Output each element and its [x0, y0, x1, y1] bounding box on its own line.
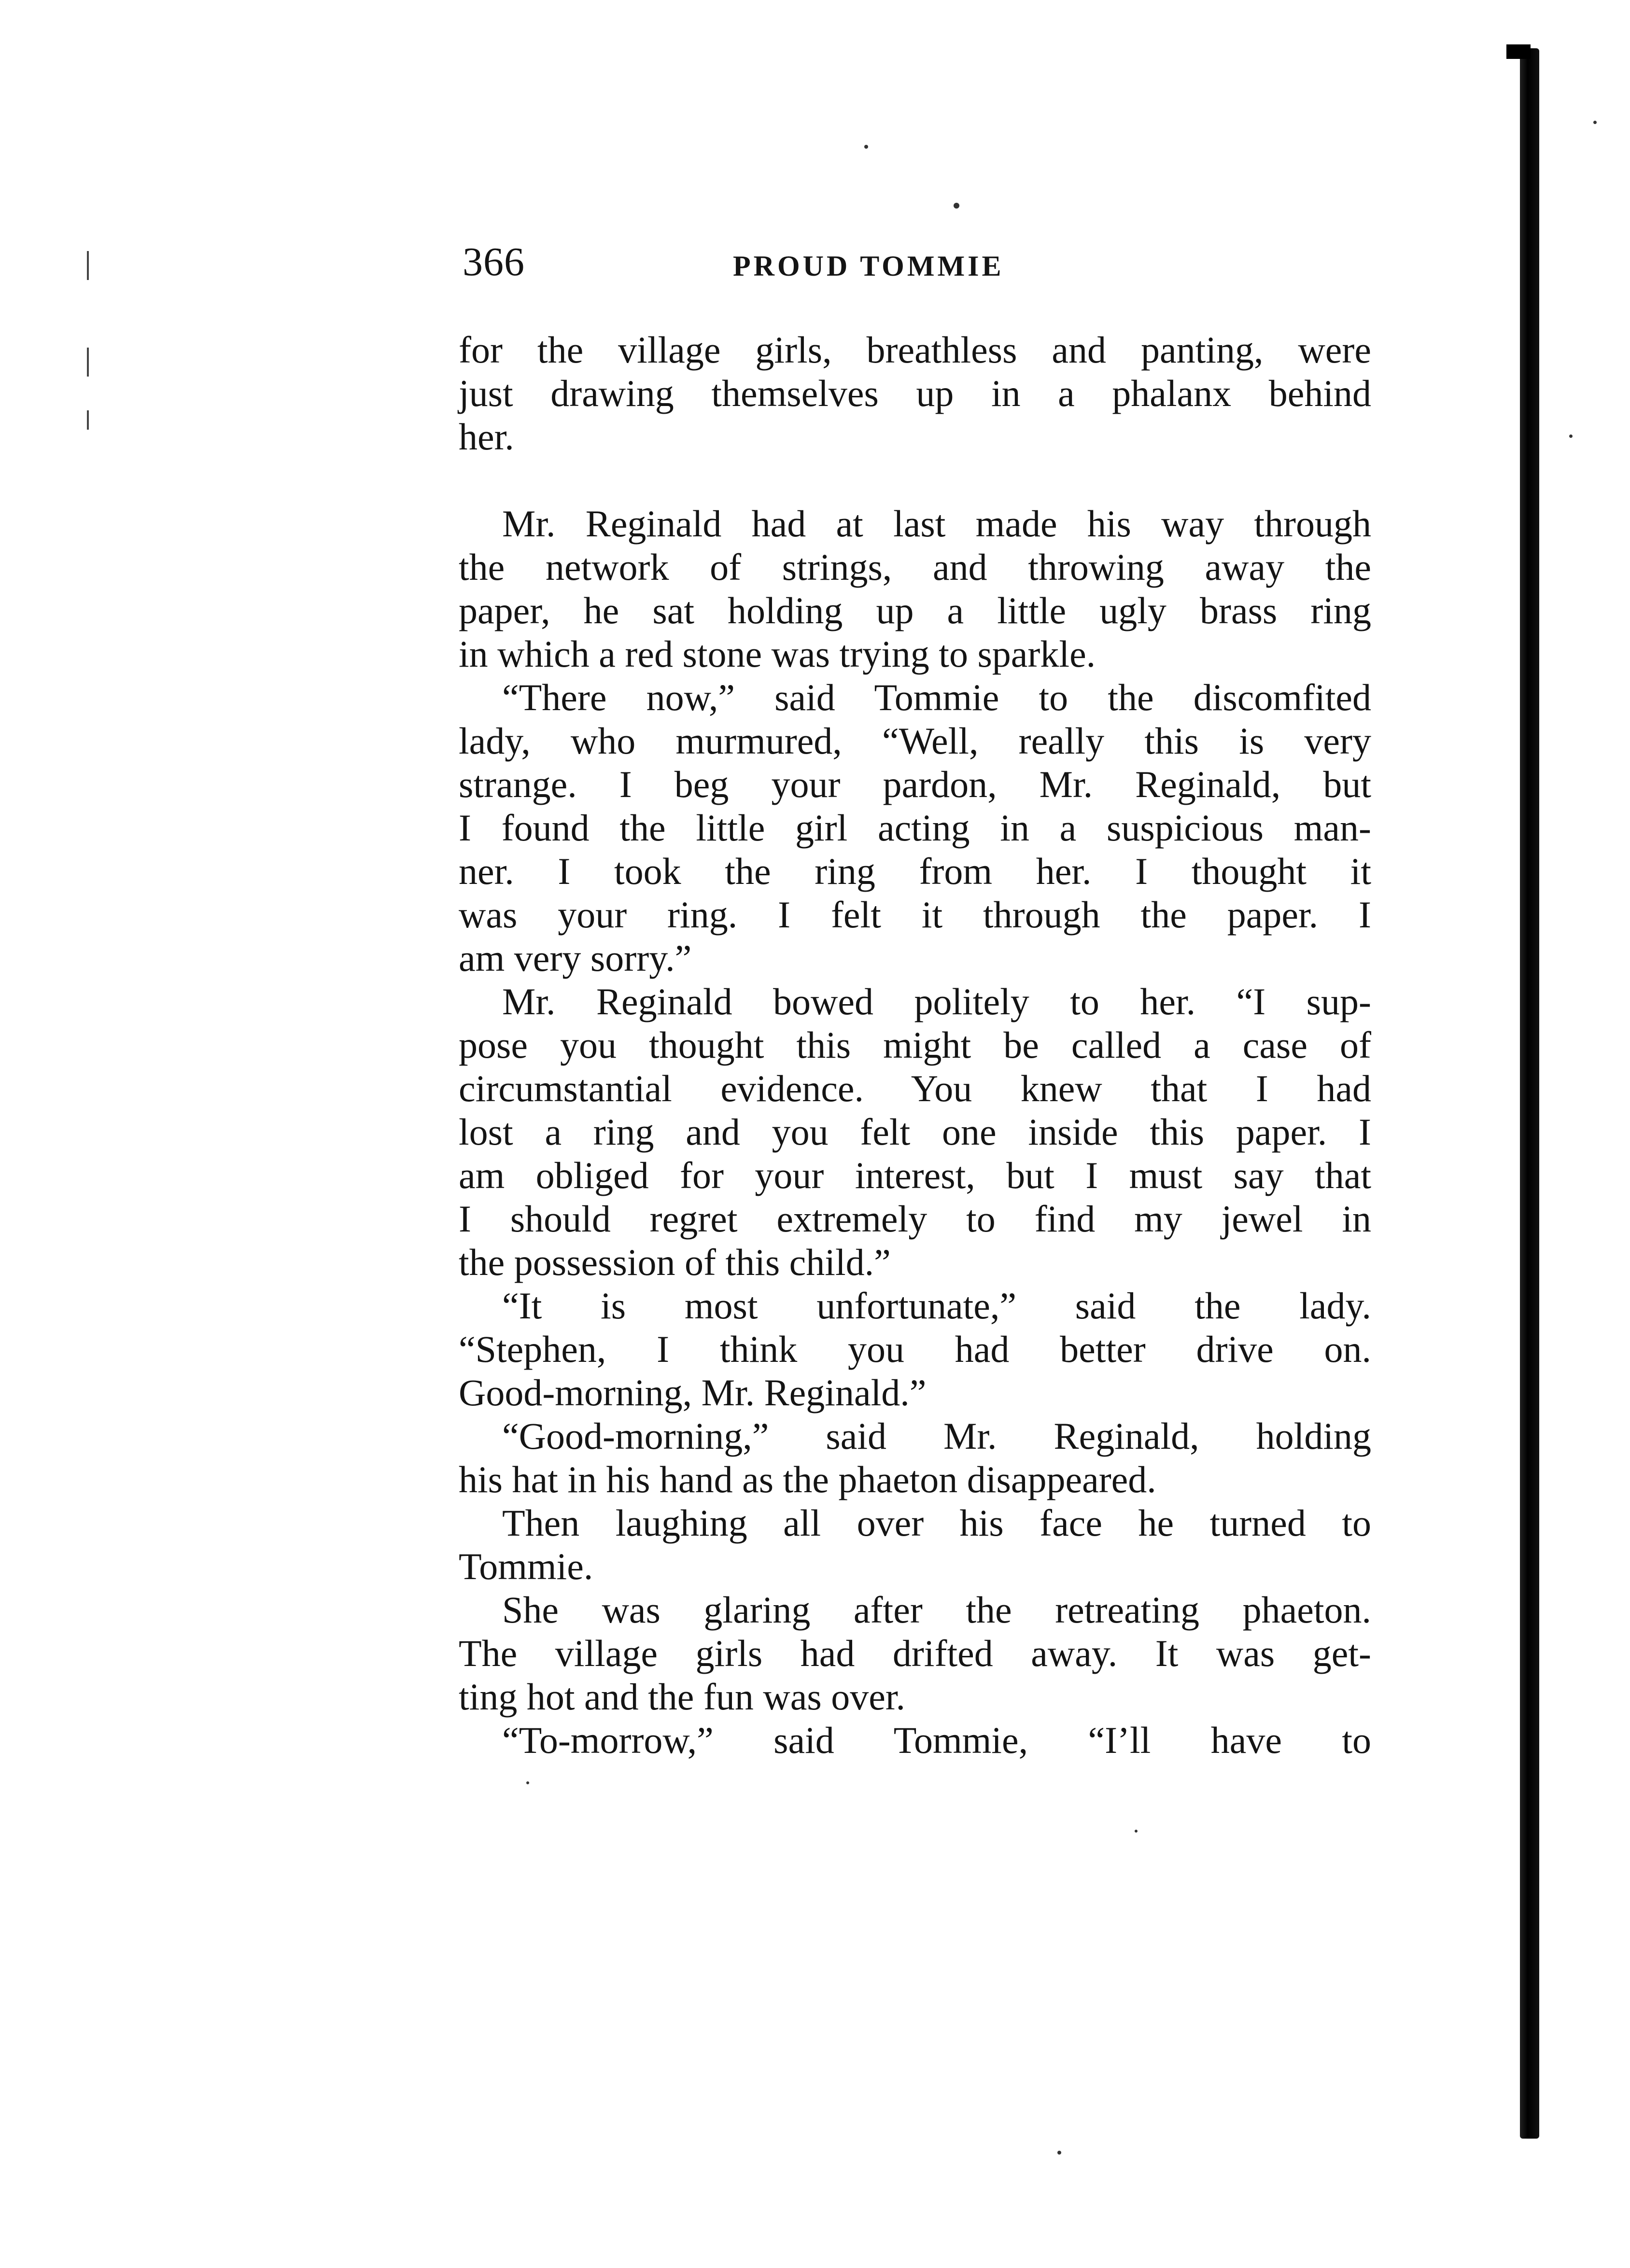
text-line: the possession of this child.” [459, 1241, 891, 1283]
text-line: “To-morrow,” said Tommie, “I’ll have to [502, 1719, 1371, 1761]
scan-speck [1135, 1830, 1138, 1833]
text-line: Mr. Reginald bowed politely to her. “I sup- [502, 980, 1371, 1022]
running-head: PROUD TOMMIE [733, 250, 1004, 282]
text-line: ting hot and the fun was over. [459, 1676, 905, 1718]
text-line: I should regret extremely to find my jewel in [459, 1198, 1371, 1240]
text-line: the network of strings, and throwing away the [459, 546, 1371, 588]
text-line: circumstantial evidence. You knew that I had [459, 1067, 1371, 1109]
text-line: her. [459, 416, 514, 458]
scan-speck [1593, 121, 1597, 124]
body-text [459, 328, 1371, 1762]
text-line: Mr. Reginald had at last made his way through [502, 503, 1371, 545]
text-line: Tommie. [459, 1545, 593, 1587]
scan-mark [87, 410, 89, 430]
text-line: am obliged for your interest, but I must say that [459, 1154, 1371, 1196]
scan-speck [1569, 434, 1573, 438]
text-line: I found the little girl acting in a suspicious man- [459, 807, 1371, 849]
text-line: “It is most unfortunate,” said the lady. [502, 1285, 1371, 1327]
scan-speck [864, 145, 868, 149]
scan-speck [1057, 2151, 1061, 2155]
text-line: for the village girls, breathless and panting, were [459, 329, 1371, 371]
text-line: his hat in his hand as the phaeton disappeared. [459, 1458, 1156, 1500]
text-line: strange. I beg your pardon, Mr. Reginald, but [459, 763, 1371, 805]
scan-mark [87, 251, 89, 280]
scan-speck [526, 1781, 529, 1784]
page-binding-edge [1520, 48, 1539, 2139]
text-line: in which a red stone was trying to sparkle. [459, 633, 1096, 675]
scan-mark [87, 348, 89, 377]
text-line: am very sorry.” [459, 937, 692, 979]
text-line: lady, who murmured, “Well, really this is very [459, 720, 1371, 762]
text-line: Good-morning, Mr. Reginald.” [459, 1372, 927, 1414]
text-line: pose you thought this might be called a case of [459, 1024, 1371, 1066]
text-line: “Good-morning,” said Mr. Reginald, holding [502, 1415, 1371, 1457]
text-line: “Stephen, I think you had better drive on. [459, 1328, 1371, 1370]
page-binding-edge-cap [1506, 44, 1531, 59]
text-line: lost a ring and you felt one inside this paper. I [459, 1111, 1371, 1153]
paragraph-gap [459, 459, 1371, 502]
text-line: was your ring. I felt it through the paper. I [459, 894, 1371, 936]
text-line: Then laughing all over his face he turned to [502, 1502, 1371, 1544]
page-header [463, 236, 1365, 289]
text-line: “There now,” said Tommie to the discomfited [502, 676, 1371, 718]
page-number: 366 [463, 239, 525, 284]
scan-speck [954, 203, 959, 209]
text-line: paper, he sat holding up a little ugly brass ring [459, 589, 1371, 631]
text-line: ner. I took the ring from her. I thought it [459, 850, 1371, 892]
text-line: The village girls had drifted away. It was get- [459, 1632, 1371, 1674]
text-line: She was glaring after the retreating phaeton. [502, 1589, 1371, 1631]
text-line: just drawing themselves up in a phalanx behind [459, 372, 1371, 414]
